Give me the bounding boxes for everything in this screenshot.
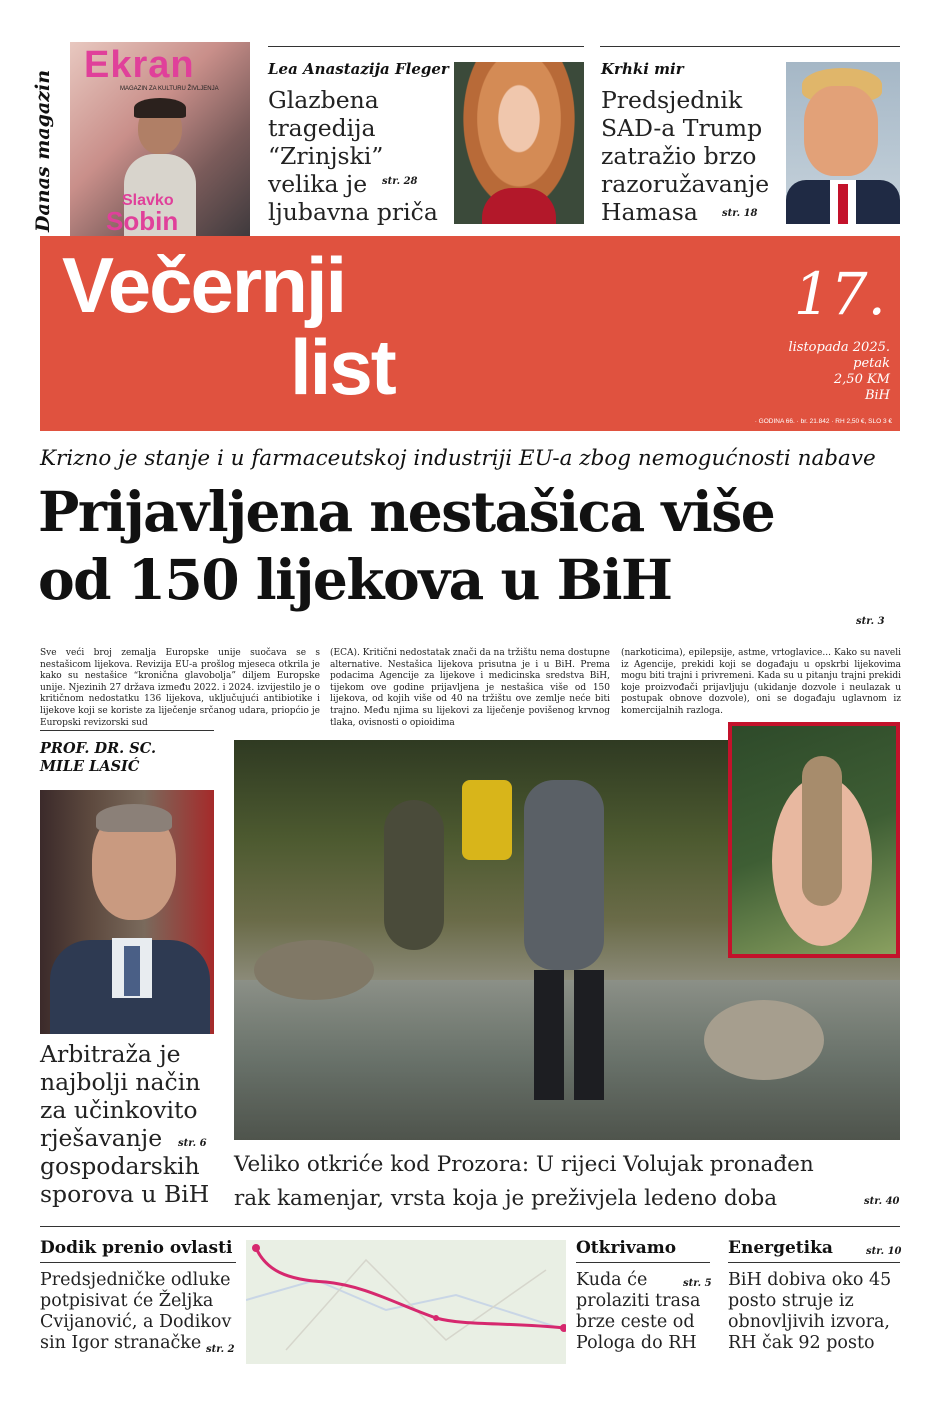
masthead xyxy=(40,236,900,431)
top-rule-2 xyxy=(600,46,900,47)
dodik-page: str. 2 xyxy=(206,1344,235,1355)
masthead-title-line1: Večernji xyxy=(62,241,346,329)
columnist-name-line2: MILE LASIĆ xyxy=(40,758,140,775)
dodik-title-rule xyxy=(40,1262,236,1263)
top-teaser-1-headline: Glazbena tragedija “Zrinjski” velika je ljubavna priča xyxy=(268,86,438,226)
magazine-cover-name-1: Slavko xyxy=(122,192,174,209)
route-map-svg xyxy=(246,1240,566,1364)
crayfish-inset-photo[interactable] xyxy=(728,722,900,958)
top-teaser-2-page: str. 18 xyxy=(722,208,758,219)
energetika-title: Energetika xyxy=(728,1238,833,1258)
dodik-title: Dodik prenio ovlasti xyxy=(40,1238,233,1258)
route-map[interactable] xyxy=(246,1240,566,1364)
photo-story-headline[interactable] xyxy=(234,1148,914,1216)
photo-headline-line1: Veliko otkriće kod Prozora: U rijeci Volujak pronađen xyxy=(234,1152,814,1177)
masthead-issue-info: · GODINA 66. · br. 21.842 · RH 2,50 €, SLO 3 € xyxy=(754,418,892,425)
magazine-cover-title: Ekran xyxy=(84,44,195,86)
dodik-teaser[interactable] xyxy=(40,1270,240,1354)
lead-story-page: str. 3 xyxy=(856,616,885,627)
columnist-page: str. 6 xyxy=(178,1138,207,1149)
top-teaser-2-kicker: Krhki mir xyxy=(601,60,684,78)
lead-headline-line2: od 150 lijekova u BiH xyxy=(38,547,672,612)
magazine-cover-name-2: Sobin xyxy=(106,206,179,236)
masthead-day: 17. xyxy=(793,260,886,328)
energetika-teaser-text: BiH dobiva oko 45 posto struje iz obnovljivih izvora, RH čak 92 posto xyxy=(728,1270,892,1353)
energetika-title-rule xyxy=(728,1262,900,1263)
columnist-portrait[interactable] xyxy=(40,790,214,1034)
magazine-vertical-label: Danas magazin xyxy=(32,69,54,232)
lead-headline-line1: Prijavljena nestašica više xyxy=(38,479,775,544)
otkrivamo-title: Otkrivamo xyxy=(576,1238,677,1258)
top-rule-1 xyxy=(268,46,584,47)
bottom-rule xyxy=(40,1226,900,1227)
dodik-teaser-text: Predsjedničke odluke potpisivat će Željka Cvijanović, a Dodikov sin Igor stranačke xyxy=(40,1270,232,1353)
lead-story-kicker: Krizno je stanje i u farmaceutskoj industriji EU-a zbog nemogućnosti nabave xyxy=(40,446,876,471)
otkrivamo-teaser-text: Kuda će prolaziti trasa brze ceste od Pologa do RH xyxy=(576,1270,701,1353)
fleger-portrait[interactable] xyxy=(454,62,584,224)
otkrivamo-page: str. 5 xyxy=(683,1278,712,1289)
masthead-weekday: petak xyxy=(853,356,890,371)
top-teaser-2-text[interactable] xyxy=(601,86,785,226)
lead-body-col1: Sve veći broj zemalja Europske unije suočava se s nestašicom lijekova. Revizija EU-a prošlog mjeseca otkrila je kako su nestašice “kronična glavobolja” diljem Europske unije. Njezinih 27 država između 2022. i 2024. izvijestilo je o kritičnom nedostatku 136 lijekova, uključujući antibiotike i lijekove koji se koriste za liječenje srčanog udara, priopćio je Europski revizorski sud xyxy=(40,648,320,728)
photo-story-page: str. 40 xyxy=(864,1196,900,1207)
columnist-rule xyxy=(40,730,214,731)
masthead-month-year: listopada 2025. xyxy=(788,340,890,355)
columnist-teaser-text: Arbitraža je najbolji način za učinkovito rješavanje gospodarskih sporova u BiH xyxy=(40,1040,210,1208)
top-teaser-1-kicker: Lea Anastazija Fleger xyxy=(268,60,449,78)
columnist-teaser[interactable] xyxy=(40,1040,214,1208)
magazine-cover-subtitle: MAGAZIN ZA KULTURU ŽIVLJENJA xyxy=(120,86,219,92)
top-teaser-1-page: str. 28 xyxy=(382,176,418,187)
top-teaser-1-text[interactable] xyxy=(268,86,446,226)
otkrivamo-title-rule xyxy=(576,1262,710,1263)
lead-story-headline[interactable] xyxy=(38,478,918,614)
masthead-title-line2: list xyxy=(290,323,395,411)
columnist-name xyxy=(40,740,156,776)
top-teaser-2-headline: Predsjednik SAD-a Trump zatražio brzo razoružavanje Hamasa xyxy=(601,86,770,226)
energetika-teaser[interactable] xyxy=(728,1270,906,1354)
masthead-price: 2,50 KM xyxy=(833,372,890,387)
magazine-cover-image[interactable] xyxy=(70,42,250,236)
energetika-page: str. 10 xyxy=(866,1246,902,1257)
lead-body-col3: (narkoticima), epilepsije, astme, vrtoglavice... Kako su naveli iz Agencije, prekidi koji se događaju u opskrbi lijekovima mogu biti trajni i privremeni. Kada su u pitanju trajni prekidi koje proizvođači prijavljuju (ukidanje dozvole i neulazak u postupak obnove dozvole), oni se događaju uglavnom iz komercijalnih razloga. xyxy=(621,648,901,716)
columnist-name-line1: PROF. DR. SC. xyxy=(40,740,157,757)
lead-body-col2: (ECA). Kritični nedostatak znači da na tržištu nema dostupne alternative. Nestašica lijekova prisutna je i u BiH. Prema podacima Agencije za lijekove i medicinska sredstva BiH, tijekom ove godine prijavljena je nestašica više od 150 lijekova, od kojih više od 40 na tržištu ove zemlje neće biti trajno. Među njima su lijekovi za liječenje povišenog krvnog tlaka, ovisnosti o opioidima xyxy=(330,648,610,728)
masthead-country: BiH xyxy=(864,388,890,403)
trump-portrait[interactable] xyxy=(786,62,900,224)
masthead-date-block xyxy=(788,340,890,404)
photo-headline-line2: rak kamenjar, vrsta koja je preživjela ledeno doba xyxy=(234,1186,778,1211)
